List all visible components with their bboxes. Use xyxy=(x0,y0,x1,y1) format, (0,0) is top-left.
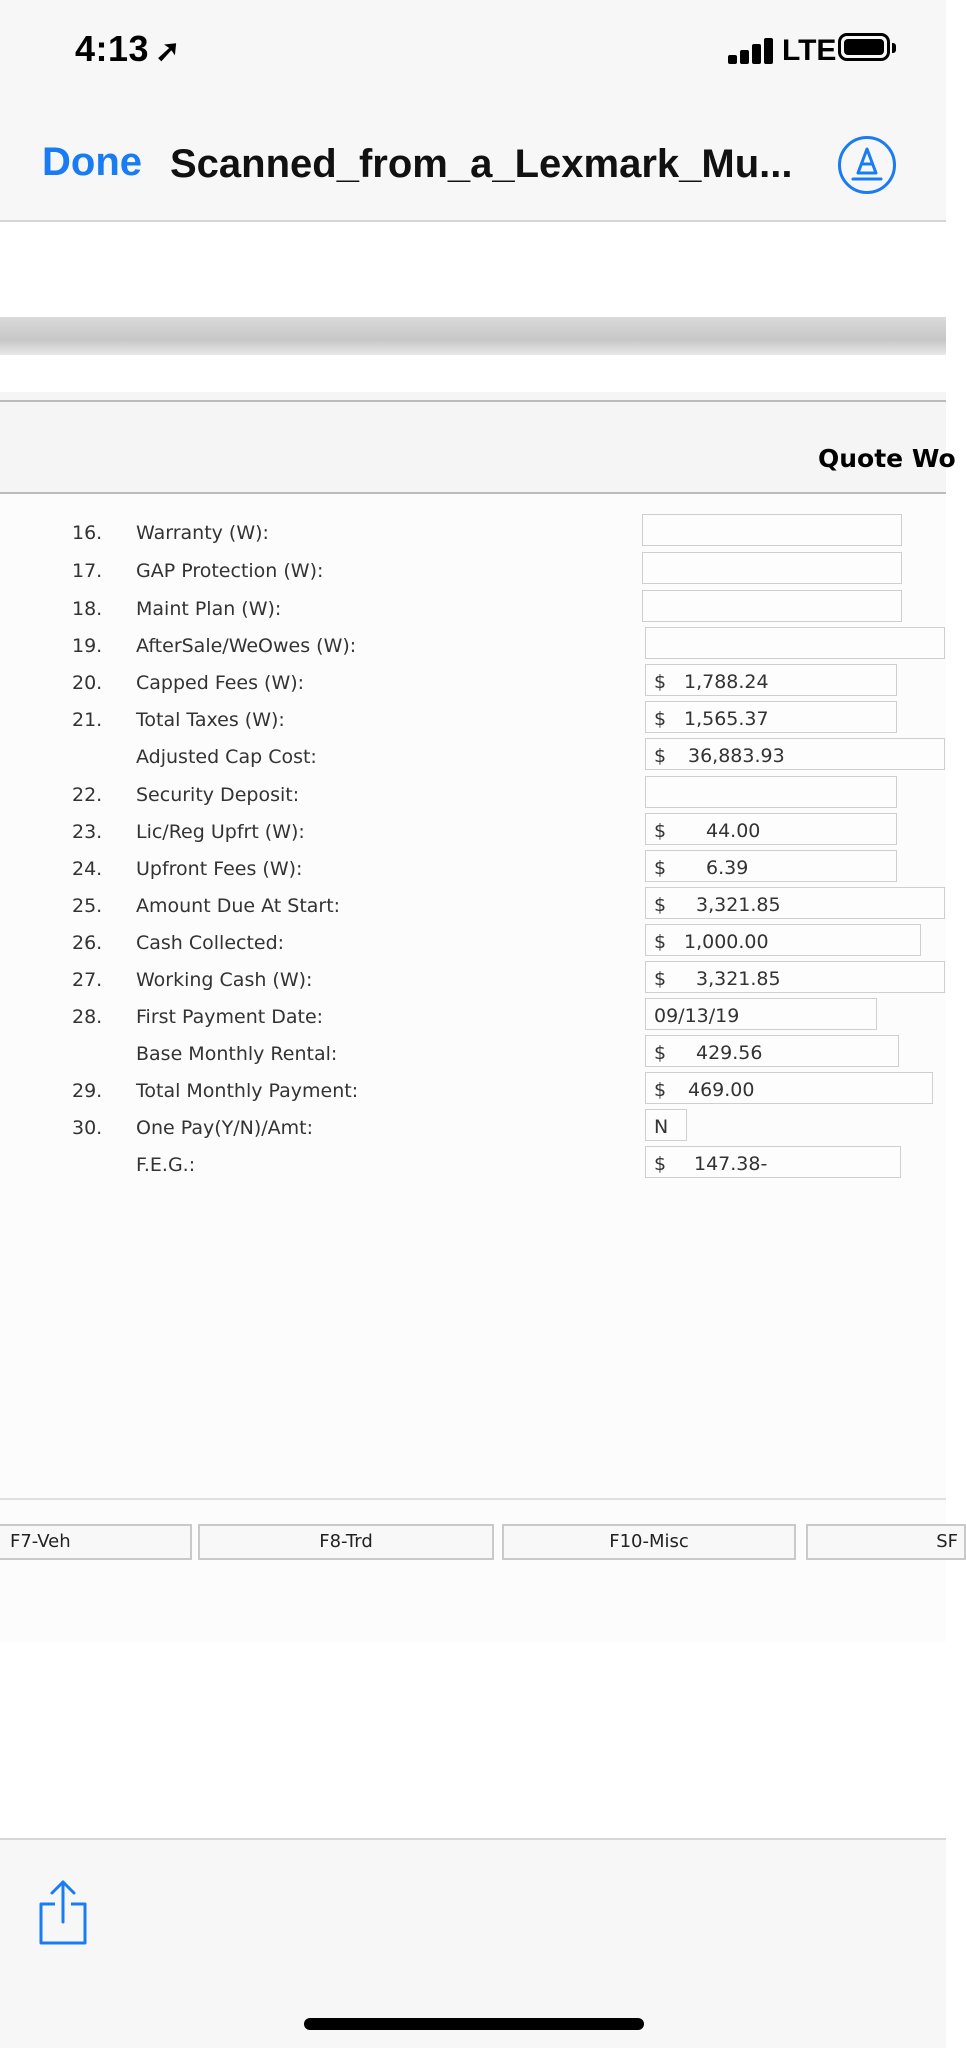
value-field[interactable] xyxy=(642,590,902,622)
value-field[interactable] xyxy=(645,664,897,696)
row-label: Capped Fees (W): xyxy=(136,672,305,694)
value-field[interactable] xyxy=(645,738,945,770)
document-title: Scanned_from_a_Lexmark_Mu... xyxy=(170,142,793,186)
row-label: Cash Collected: xyxy=(136,932,285,954)
status-bar xyxy=(0,0,946,100)
row-label: AfterSale/WeOwes (W): xyxy=(136,635,357,657)
row-label: Lic/Reg Upfrt (W): xyxy=(136,821,305,843)
row-number: 28. xyxy=(72,1006,103,1028)
value-field[interactable] xyxy=(645,1072,933,1104)
field-value: 1,565.37 xyxy=(684,708,769,730)
form-row xyxy=(0,813,946,849)
row-label: Security Deposit: xyxy=(136,784,300,806)
form-row xyxy=(0,514,946,550)
row-label: Adjusted Cap Cost: xyxy=(136,746,317,768)
function-key-f10-misc[interactable]: F10-Misc xyxy=(502,1524,796,1560)
value-field[interactable] xyxy=(645,1035,899,1067)
currency-symbol: $ xyxy=(654,1153,667,1175)
row-number: 18. xyxy=(72,598,103,620)
form-row xyxy=(0,590,946,626)
form-row xyxy=(0,1072,946,1108)
form-row xyxy=(0,627,946,663)
row-label: One Pay(Y/N)/Amt: xyxy=(136,1117,314,1139)
value-field[interactable] xyxy=(645,887,945,919)
form-row xyxy=(0,552,946,588)
form-row xyxy=(0,887,946,923)
quote-header-bar xyxy=(0,392,956,494)
form-row xyxy=(0,738,946,774)
function-key-f8-trd[interactable]: F8-Trd xyxy=(198,1524,494,1560)
row-label: Upfront Fees (W): xyxy=(136,858,303,880)
form-row xyxy=(0,850,946,886)
currency-symbol: $ xyxy=(654,745,667,767)
battery-full-icon xyxy=(838,33,890,61)
value-field[interactable] xyxy=(645,1146,901,1178)
currency-symbol: $ xyxy=(654,894,667,916)
value-field[interactable] xyxy=(642,552,902,584)
quote-header-title: Quote Wo xyxy=(818,444,956,473)
form-row xyxy=(0,776,946,812)
row-number: 25. xyxy=(72,895,103,917)
currency-symbol: $ xyxy=(654,1042,667,1064)
bottom-toolbar xyxy=(0,1838,946,2048)
row-label: Amount Due At Start: xyxy=(136,895,341,917)
row-number: 22. xyxy=(72,784,103,806)
currency-symbol: $ xyxy=(654,857,667,879)
field-value: 147.38- xyxy=(694,1153,768,1175)
network-type: LTE xyxy=(782,34,837,67)
field-value: 6.39 xyxy=(706,857,749,879)
currency-symbol: $ xyxy=(654,820,667,842)
value-field[interactable] xyxy=(645,776,897,808)
document-viewer[interactable] xyxy=(0,222,958,1840)
row-label: Base Monthly Rental: xyxy=(136,1043,338,1065)
value-field[interactable] xyxy=(645,961,945,993)
location-arrow-icon: ➚ xyxy=(155,35,181,68)
done-button[interactable]: Done xyxy=(42,140,142,184)
row-label: Maint Plan (W): xyxy=(136,598,282,620)
row-label: Total Monthly Payment: xyxy=(136,1080,359,1102)
value-field[interactable] xyxy=(645,998,877,1030)
form-row xyxy=(0,664,946,700)
row-number: 19. xyxy=(72,635,103,657)
value-field[interactable] xyxy=(645,813,897,845)
form-row xyxy=(0,1109,946,1145)
row-number: 21. xyxy=(72,709,103,731)
field-value: 09/13/19 xyxy=(654,1005,740,1027)
scanned-page xyxy=(0,392,958,1642)
nav-bar xyxy=(0,100,946,222)
row-label: Warranty (W): xyxy=(136,522,269,544)
row-label: Working Cash (W): xyxy=(136,969,313,991)
row-number: 30. xyxy=(72,1117,103,1139)
value-field[interactable] xyxy=(645,850,897,882)
page-separator xyxy=(0,317,946,355)
row-number: 24. xyxy=(72,858,103,880)
row-label: F.E.G.: xyxy=(136,1154,196,1176)
row-number: 17. xyxy=(72,560,103,582)
value-field[interactable] xyxy=(645,701,897,733)
form-row xyxy=(0,924,946,960)
currency-symbol: $ xyxy=(654,931,667,953)
value-field[interactable] xyxy=(645,1109,687,1141)
currency-symbol: $ xyxy=(654,968,667,990)
function-key-f7-veh[interactable]: F7-Veh xyxy=(0,1524,192,1560)
form-row xyxy=(0,701,946,737)
field-value: 469.00 xyxy=(688,1079,755,1101)
home-indicator[interactable] xyxy=(304,2018,644,2030)
form-row xyxy=(0,1146,946,1182)
markup-pen-icon[interactable] xyxy=(838,136,896,194)
function-key-sf[interactable]: SF xyxy=(806,1524,966,1560)
form-row xyxy=(0,1035,946,1071)
field-value: 3,321.85 xyxy=(696,968,781,990)
currency-symbol: $ xyxy=(654,708,667,730)
row-number: 29. xyxy=(72,1080,103,1102)
value-field[interactable] xyxy=(645,627,945,659)
clock: 4:13 ➚ xyxy=(75,28,181,69)
currency-symbol: $ xyxy=(654,1079,667,1101)
row-label: GAP Protection (W): xyxy=(136,560,324,582)
share-icon[interactable] xyxy=(38,1878,88,1951)
row-label: Total Taxes (W): xyxy=(136,709,285,731)
field-value: 44.00 xyxy=(706,820,761,842)
form-row xyxy=(0,961,946,997)
field-value: 429.56 xyxy=(696,1042,763,1064)
row-number: 26. xyxy=(72,932,103,954)
field-value: 36,883.93 xyxy=(688,745,785,767)
value-field[interactable] xyxy=(645,924,921,956)
currency-symbol: $ xyxy=(654,671,667,693)
field-value: 1,788.24 xyxy=(684,671,769,693)
row-number: 16. xyxy=(72,522,103,544)
field-value: 1,000.00 xyxy=(684,931,769,953)
row-number: 27. xyxy=(72,969,103,991)
field-value: N xyxy=(654,1116,669,1138)
row-number: 23. xyxy=(72,821,103,843)
row-number: 20. xyxy=(72,672,103,694)
value-field[interactable] xyxy=(642,514,902,546)
cellular-signal-icon xyxy=(728,36,782,64)
row-label: First Payment Date: xyxy=(136,1006,324,1028)
form-row xyxy=(0,998,946,1034)
field-value: 3,321.85 xyxy=(696,894,781,916)
